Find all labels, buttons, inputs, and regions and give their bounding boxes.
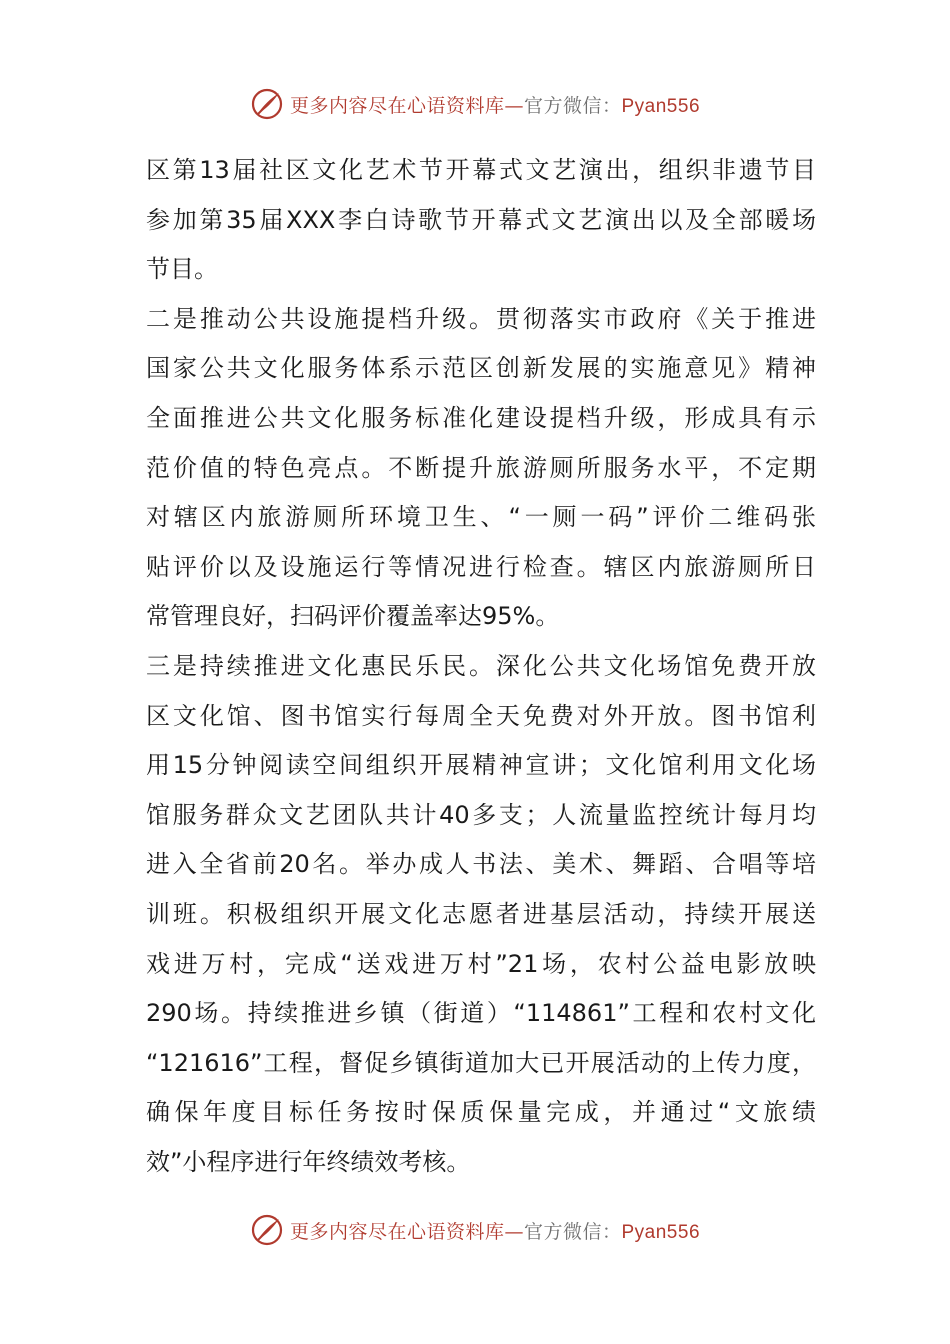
body-line: 对辖区内旅游厕所环境卫生、“一厕一码”评价二维码张 — [146, 503, 816, 532]
quill-logo-icon — [250, 87, 284, 121]
body-line: 290场。持续推进乡镇（街道）“114861”工程和农村文化 — [146, 999, 816, 1028]
body-line: 馆服务群众文艺团队共计40多支；人流量监控统计每月均 — [146, 800, 816, 829]
body-line: 确保年度目标任务按时保质保量完成，并通过“文旅绩 — [146, 1098, 816, 1127]
header-banner-text — [290, 91, 700, 118]
body-line: 三是持续推进文化惠民乐民。深化公共文化场馆免费开放 — [146, 651, 816, 680]
body-line: 用15分钟阅读空间组织开展精神宣讲；文化馆利用文化场 — [146, 751, 816, 780]
body-line: 国家公共文化服务体系示范区创新发展的实施意见》精神 — [146, 354, 816, 383]
body-line: 二是推动公共设施提档升级。贯彻落实市政府《关于推进 — [146, 304, 816, 333]
footer-banner-main: 更多内容尽在心语资料库 — [289, 1220, 505, 1243]
quill-logo-icon — [250, 1213, 284, 1247]
body-line: 训班。积极组织开展文化志愿者进基层活动，持续开展送 — [146, 899, 816, 928]
body-line: 参加第35届XXX李白诗歌节开幕式文艺演出以及全部暖场 — [146, 205, 816, 234]
body-line: 贴评价以及设施运行等情况进行检查。辖区内旅游厕所日 — [146, 552, 816, 581]
body-line: 节目。 — [146, 255, 218, 284]
footer-banner — [0, 1210, 950, 1250]
body-line: 戏进万村，完成“送戏进万村”21场，农村公益电影放映 — [146, 949, 816, 978]
body-line: 区第13届社区文化艺术节开幕式文艺演出，组织非遗节目 — [146, 156, 816, 184]
body-line: 范价值的特色亮点。不断提升旅游厕所服务水平，不定期 — [146, 453, 816, 482]
header-banner-main: 更多内容尽在心语资料库 — [289, 94, 505, 117]
body-line: “121616”工程，督促乡镇街道加大已开展活动的上传力度， — [146, 1048, 816, 1077]
body-line: 全面推进公共文化服务标准化建设提档升级，形成具有示 — [146, 403, 816, 432]
footer-banner-id: Pyan556 — [621, 1221, 701, 1243]
header-banner-wechat: 官方微信： — [523, 94, 622, 117]
body-line: 区文化馆、图书馆实行每周全天免费对外开放。图书馆利 — [146, 701, 816, 730]
body-line: 常管理良好，扫码评价覆盖率达95%。 — [146, 602, 560, 631]
document-body — [146, 146, 816, 1187]
body-line: 进入全省前20名。举办成人书法、美术、舞蹈、合唱等培 — [146, 850, 816, 879]
body-line: 效”小程序进行年终绩效考核。 — [146, 1147, 471, 1176]
footer-banner-wechat: 官方微信： — [523, 1220, 622, 1243]
footer-banner-sep: — — [504, 1220, 524, 1243]
header-banner-id: Pyan556 — [621, 95, 701, 117]
header-banner-sep: — — [504, 94, 524, 117]
header-banner — [0, 84, 950, 124]
footer-banner-text — [290, 1217, 700, 1244]
